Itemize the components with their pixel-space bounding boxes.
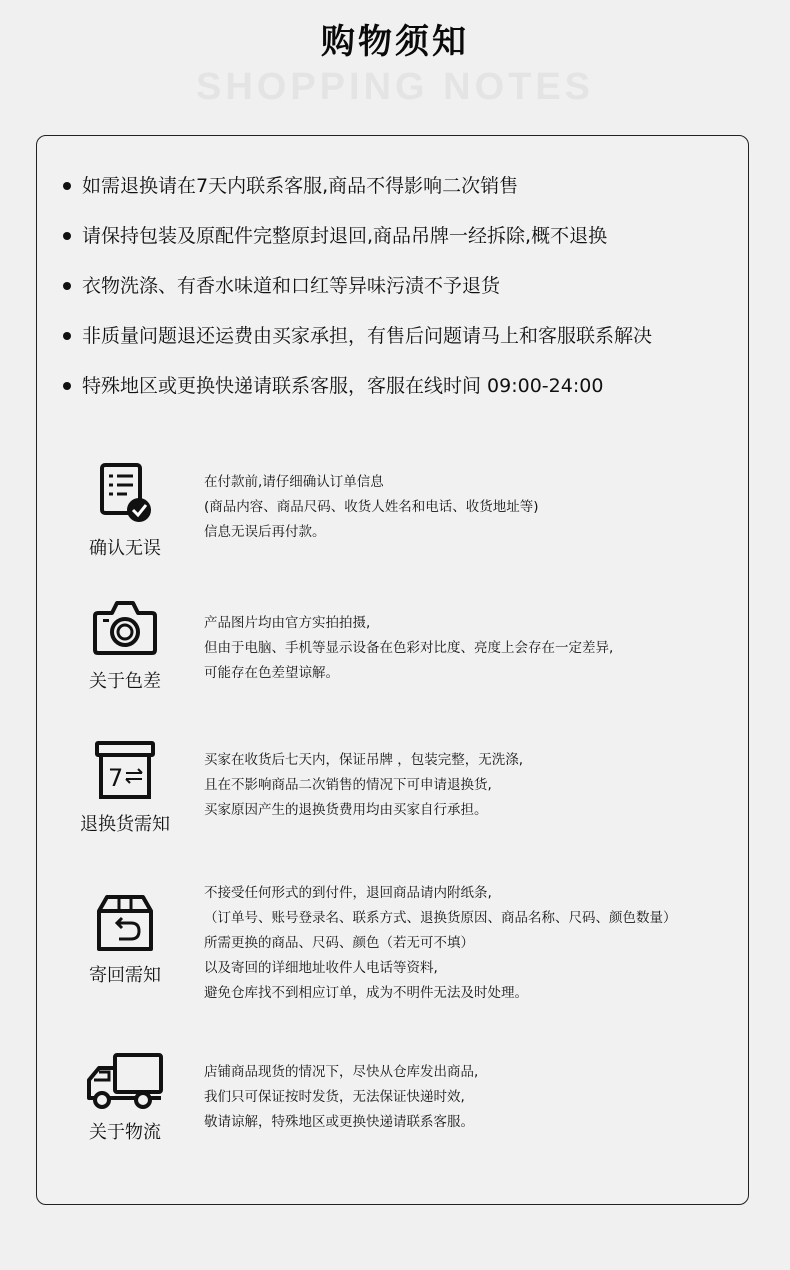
section-label: 退换货需知 (80, 814, 170, 835)
description-line: （订单号、账号登录名、联系方式、退换货原因、商品名称、尺码、颜色数量） (204, 910, 677, 926)
description-line: 买家在收货后七天内，保证吊牌 ，包装完整，无洗涤, (204, 752, 524, 768)
description-line: 且在不影响商品二次销售的情况下可申请退换货, (204, 777, 492, 793)
description-line: 买家原因产生的退换货费用均由买家自行承担。 (204, 802, 488, 818)
bullet-dot-icon (63, 382, 71, 390)
description-line: 所需更换的商品、尺码、颜色（若无可不填） (204, 935, 474, 951)
section-icon-block (70, 740, 180, 836)
bullet-text: 请保持包装及原配件完整原封退回,商品吊牌一经拆除,概不退换 (82, 225, 608, 247)
bullet-text: 特殊地区或更换快递请联系客服，客服在线时间 09:00-24:00 (82, 375, 604, 397)
description-line: 店铺商品现货的情况下，尽快从仓库发出商品, (204, 1064, 479, 1080)
bullet-dot-icon (63, 282, 71, 290)
description-line: 在付款前,请仔细确认订单信息 (204, 474, 384, 490)
description-line: 敬请谅解，特殊地区或更换快递请联系客服。 (204, 1114, 474, 1130)
section-label: 确认无误 (89, 538, 161, 559)
bullet-item (62, 172, 762, 222)
section-label: 关于物流 (89, 1122, 161, 1143)
section-icon-block (70, 893, 180, 987)
bullet-item (62, 322, 762, 372)
section-label: 关于色差 (89, 671, 161, 692)
bullet-text: 如需退换请在7天内联系客服,商品不得影响二次销售 (82, 175, 519, 197)
description-line: 以及寄回的详细地址收件人电话等资料, (204, 960, 438, 976)
bullet-item (62, 272, 762, 322)
section-description (204, 1060, 478, 1135)
section-icon-block (70, 597, 180, 693)
bullet-list (62, 172, 762, 422)
description-line: (商品内容、商品尺码、收货人姓名和电话、收货地址等) (204, 499, 539, 515)
section-description (204, 748, 523, 823)
section-label: 寄回需知 (89, 965, 161, 986)
bullet-dot-icon (63, 182, 71, 190)
bullet-item (62, 372, 762, 422)
description-line: 产品图片均由官方实拍拍摄, (204, 615, 371, 631)
description-line: 可能存在色差望谅解。 (204, 665, 339, 681)
description-line: 但由于电脑、手机等显示设备在色彩对比度、亮度上会存在一定差异, (204, 640, 614, 656)
section-icon-block (70, 462, 180, 560)
section-description (204, 611, 613, 686)
return-days-text: 7 (108, 764, 124, 792)
page-title: 购物须知 (321, 22, 469, 62)
bullet-text: 衣物洗涤、有香水味道和口红等异味污渍不予退货 (82, 275, 501, 297)
description-line: 不接受任何形式的到付件，退回商品请内附纸条, (204, 885, 492, 901)
camera-icon (92, 597, 158, 659)
section-description (204, 881, 677, 1006)
return-box-icon (94, 740, 156, 802)
bullet-text: 非质量问题退还运费由买家承担，有售后问题请马上和客服联系解决 (82, 325, 653, 347)
checklist-icon (93, 462, 157, 526)
truck-icon (85, 1052, 165, 1110)
section-description (204, 470, 539, 545)
package-return-icon (95, 893, 155, 953)
section-icon-block (70, 1052, 180, 1144)
page-subtitle: SHOPPING NOTES (195, 66, 595, 108)
description-line: 信息无误后再付款。 (204, 524, 326, 540)
description-line: 避免仓库找不到相应订单，成为不明件无法及时处理。 (204, 985, 528, 1001)
bullet-item (62, 222, 762, 272)
description-line: 我们只可保证按时发货，无法保证快递时效, (204, 1089, 465, 1105)
bullet-dot-icon (63, 332, 71, 340)
bullet-dot-icon (63, 232, 71, 240)
